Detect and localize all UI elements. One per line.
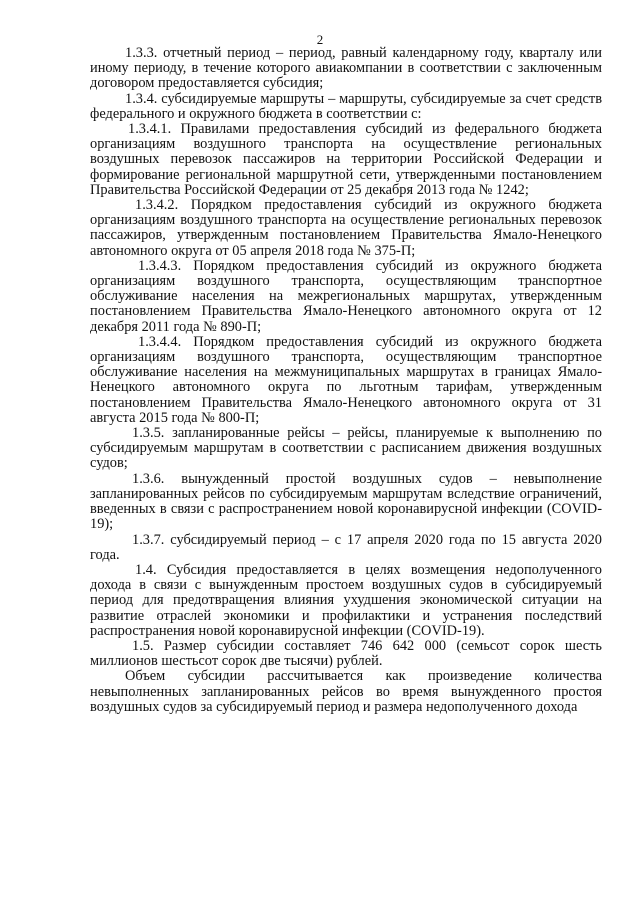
- paragraph-1-3-6: 1.3.6. вынужденный простой воздушных судов – невыполнение запланированных рейсов по субсидируемым маршрутам вследствие ограничений, введенных в связи с распространением новой коронавирусной инфекции (COVID-19);: [90, 470, 602, 533]
- paragraph-1-3-4-2: 1.3.4.2. Порядком предоставления субсидий из окружного бюджета организациям воздушного транспорта на осуществление региональных перевозок пассажиров, утвержденным постановлением Правительства Ямало-Ненецкого автономного округа от 05 апреля 2018 года № 375-П;: [90, 197, 602, 259]
- paragraph-1-3-5: 1.3.5. запланированные рейсы – рейсы, планируемые к выполнению по субсидируемым маршрутам в соответствии с расписанием движения воздушных судов;: [90, 425, 602, 472]
- page-number: 2: [316, 32, 324, 47]
- paragraph-1-3-4-3: 1.3.4.3. Порядком предоставления субсидий из окружного бюджета организациям воздушного транспорта, осуществляющим транспортное обслуживание населения на межрегиональных маршрутах, утвержденным постановлением Правительства Ямало-Ненецкого автономного округа от 12 декабря 2011 года № 890-П;: [90, 257, 602, 335]
- paragraph-1-3-3: 1.3.3. отчетный период – период, равный календарному году, кварталу или иному периоду, в течение которого авиакомпании в соответствии с заключенным договором предоставляется субсидия;: [90, 45, 602, 92]
- paragraph-1-3-7: 1.3.7. субсидируемый период – с 17 апреля 2020 года по 15 августа 2020 года.: [90, 531, 602, 563]
- document-body: [90, 46, 602, 715]
- paragraph-subsidy-volume: Объем субсидии рассчитывается как произведение количества невыполненных запланированных рейсов во время вынужденного простоя воздушных судов за субсидируемый период и размера недополученного дохода: [90, 668, 602, 715]
- paragraph-1-3-4: 1.3.4. субсидируемые маршруты – маршруты, субсидируемые за счет средств федерального и окружного бюджета в соответствии с:: [90, 90, 602, 122]
- paragraph-1-5: 1.5. Размер субсидии составляет 746 642 000 (семьсот сорок шесть миллионов шестьсот сорок две тысячи) рублей.: [90, 637, 602, 670]
- paragraph-1-4: 1.4. Субсидия предоставляется в целях возмещения недополученного дохода в связи с вынужденным простоем воздушных судов в субсидируемый период для предотвращения влияния ухудшения экономической ситуации на развитие отраслей экономики и профилактики и устранения последствий распространения новой коронавирусной инфекции (COVID-19).: [90, 561, 602, 639]
- paragraph-1-3-4-4: 1.3.4.4. Порядком предоставления субсидий из окружного бюджета организациям воздушного транспорта, осуществляющим транспортное обслуживание населения на межмуниципальных маршрутах в границах Ямало-Ненецкого автономного округа по льготным тарифам, утвержденным постановлением Правительства Ямало-Ненецкого автономного округа от 31 августа 2015 года № 800-П;: [90, 333, 602, 426]
- paragraph-1-3-4-1: 1.3.4.1. Правилами предоставления субсидий из федерального бюджета организациям воздушного транспорта на осуществление региональных воздушных перевозок пассажиров на территории Российской Федерации и формирование региональной маршрутной сети, утвержденными постановлением Правительства Российской Федерации от 25 декабря 2013 года № 1242;: [90, 121, 602, 198]
